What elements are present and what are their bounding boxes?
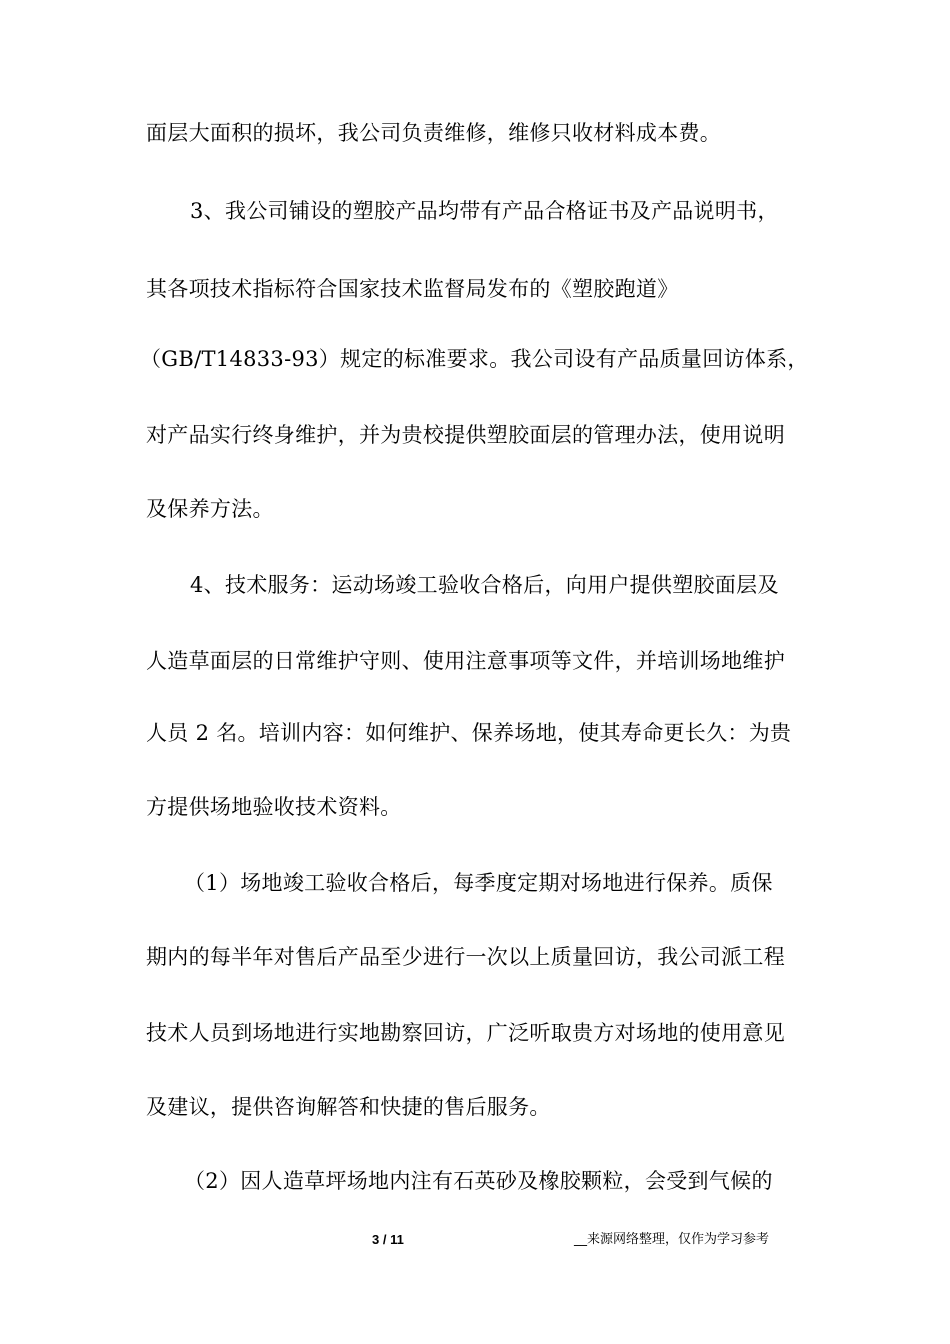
body-line-8: 人造草面层的日常维护守则、使用注意事项等文件，并培训场地维护	[146, 649, 785, 673]
body-line-14: 及建议，提供咨询解答和快捷的售后服务。	[146, 1095, 551, 1119]
body-line-1: 面层大面积的损坏，我公司负责维修，维修只收材料成本费。	[146, 121, 722, 145]
body-line-7: 4、技术服务：运动场竣工验收合格后，向用户提供塑胶面层及	[190, 573, 779, 597]
body-line-10: 方提供场地验收技术资料。	[146, 795, 402, 819]
body-line-12: 期内的每半年对售后产品至少进行一次以上质量回访，我公司派工程	[146, 945, 785, 969]
body-line-2: 3、我公司铺设的塑胶产品均带有产品合格证书及产品说明书，	[190, 199, 779, 223]
page-number: 3 / 11	[372, 1232, 404, 1247]
body-line-15: （2）因人造草坪场地内注有石英砂及橡胶颗粒，会受到气候的	[184, 1169, 773, 1193]
body-line-11: （1）场地竣工验收合格后，每季度定期对场地进行保养。质保	[184, 871, 773, 895]
body-line-4: （GB/T14833-93）规定的标准要求。我公司设有产品质量回访体系，	[140, 347, 809, 371]
source-note: __来源网络整理，仅作为学习参考	[574, 1232, 770, 1247]
body-line-6: 及保养方法。	[146, 497, 274, 521]
body-line-9: 人员 2 名。培训内容：如何维护、保养场地，使其寿命更长久：为贵	[146, 721, 792, 745]
body-line-13: 技术人员到场地进行实地勘察回访，广泛听取贵方对场地的使用意见	[146, 1021, 785, 1045]
body-line-3: 其各项技术指标符合国家技术监督局发布的《塑胶跑道》	[146, 277, 679, 301]
body-line-5: 对产品实行终身维护，并为贵校提供塑胶面层的管理办法，使用说明	[146, 423, 785, 447]
